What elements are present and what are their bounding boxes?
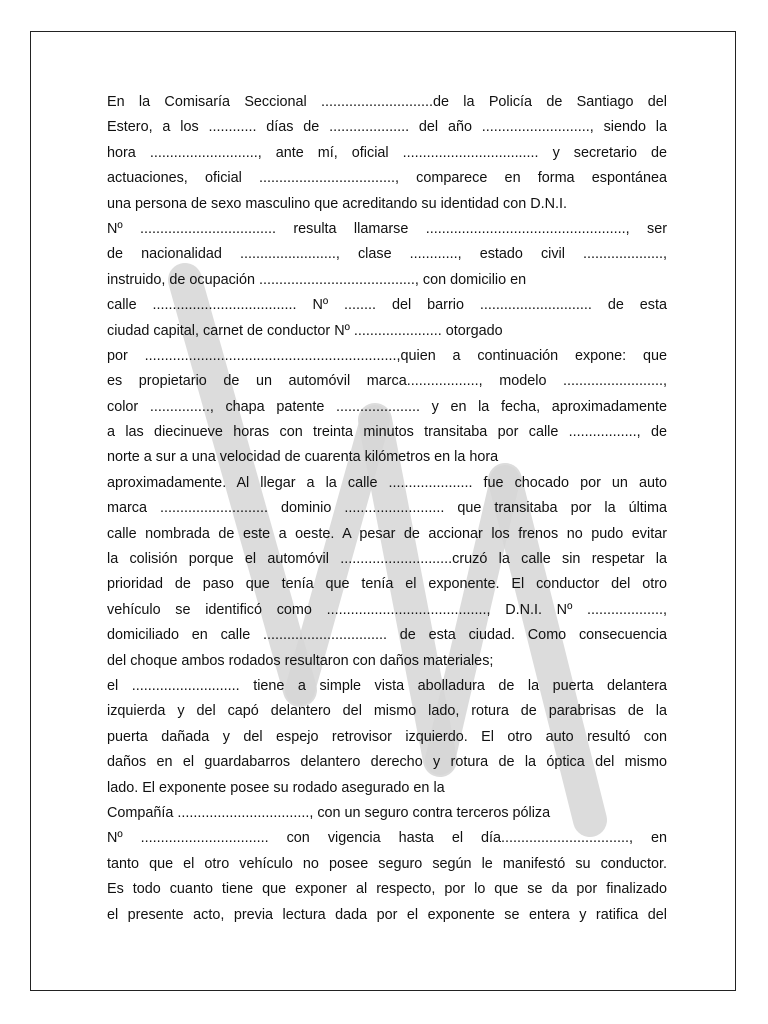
document-line: En la Comisaría Seccional ............................de la Policía de Santiago del (107, 94, 667, 110)
document-line: Es todo cuanto tiene que exponer al respecto, por lo que se da por finalizado (107, 881, 667, 898)
document-line: domiciliado en calle ............................... de esta ciudad. Como consecuencia (107, 627, 667, 644)
document-line: norte a sur a una velocidad de cuarenta kilómetros en la hora (107, 449, 499, 466)
document-line: por ...............................................................,quien a continuación expone: que (107, 347, 667, 364)
document-line: vehículo se identificó como ........................................, D.N.I. Nº ..................., (107, 601, 667, 618)
document-line: Nº .................................. resulta llamarse .................................................., ser (107, 220, 667, 237)
document-line: izquierda y del capó delantero del mismo lado, rotura de parabrisas de la (107, 703, 667, 720)
document-line: tanto que el otro vehículo no posee seguro según le manifestó su conductor. (107, 855, 667, 872)
document-line: Compañía ................................., con un seguro contra terceros póliza (107, 804, 551, 821)
document-line: ciudad capital, carnet de conductor Nº ...................... otorgado (107, 322, 503, 339)
document-line: Estero, a los ............ días de .................... del año ..........................., siendo la (107, 119, 667, 136)
document-line: prioridad de paso que tenía que tenía el exponente. El conductor del otro (107, 576, 667, 593)
document-line: la colisión porque el automóvil ............................cruzó la calle sin respetar la (107, 551, 667, 568)
document-line: calle nombrada de este a oeste. A pesar de accionar los frenos no pudo evitar (107, 525, 667, 542)
document-line: daños en el guardabarros delantero derecho y rotura de la óptica del mismo (107, 754, 667, 771)
document-line: marca ........................... dominio ......................... que transitaba por la última (107, 500, 667, 517)
document-line: es propietario de un automóvil marca.................., modelo ........................., (107, 373, 667, 390)
document-line: de nacionalidad ........................, clase ............, estado civil ...................., (107, 246, 667, 263)
document-line: a las diecinueve horas con treinta minutos transitaba por calle ................., de (107, 424, 667, 441)
document-line: color ..............., chapa patente ..................... y en la fecha, aproximadamente (107, 398, 667, 415)
document-line: lado. El exponente posee su rodado asegurado en la (107, 779, 445, 796)
document-line: Nº ................................ con vigencia hasta el día................................, en (107, 830, 667, 847)
document-line: instruido, de ocupación ......................................., con domicilio en (107, 271, 527, 288)
document-body (107, 90, 667, 928)
document-line: hora ..........................., ante mí, oficial .................................. y secretario de (107, 144, 667, 161)
document-line: una persona de sexo masculino que acreditando su identidad con D.N.I. (107, 195, 567, 212)
document-line: el presente acto, previa lectura dada por el exponente se entera y ratifica del (107, 906, 667, 923)
document-line: el ........................... tiene a simple vista abolladura de la puerta delantera (107, 677, 667, 694)
document-line: calle .................................... Nº ........ del barrio ............................ de esta (107, 297, 667, 314)
document-line: del choque ambos rodados resultaron con daños materiales; (107, 652, 494, 669)
document-line: aproximadamente. Al llegar a la calle ..................... fue chocado por un auto (107, 474, 667, 491)
document-line: actuaciones, oficial .................................., comparece en forma espontánea (107, 170, 667, 187)
document-line: puerta dañada y del espejo retrovisor izquierdo. El otro auto resultó con (107, 728, 667, 745)
